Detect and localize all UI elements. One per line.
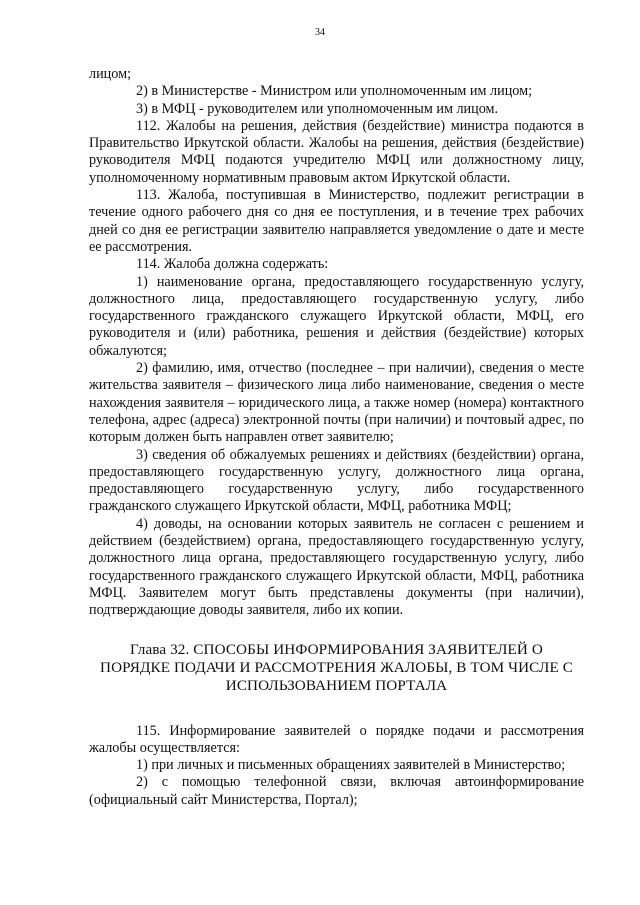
paragraph: 3) в МФЦ - руководителем или уполномоченным им лицом.: [136, 100, 499, 117]
paragraph: 115. Информирование заявителей о порядке подачи и рассмотрения жалобы осуществляется:: [89, 722, 584, 756]
paragraph: 112. Жалобы на решения, действия (бездействие) министра подаются в Правительство Иркутской области. Жалобы на решения, действия (бездействие) руководителя МФЦ подаются учредителю МФЦ или должностному лицу, уполномоченному нормативным правовым актом Иркутской области.: [89, 117, 584, 186]
paragraph: 113. Жалоба, поступившая в Министерство, подлежит регистрации в течение одного рабочего дня со дня ее поступления, и в течение трех рабочих дней со дня ее регистрации заявителю направляется уведомление о дате и месте ее рассмотрения.: [89, 187, 584, 255]
chapter-heading: [89, 641, 584, 695]
paragraph: лицом;: [89, 66, 132, 82]
heading-line: ПОРЯДКЕ ПОДАЧИ И РАССМОТРЕНИЯ ЖАЛОБЫ, В ТОМ ЧИСЛЕ С: [100, 658, 573, 676]
paragraph: 4) доводы, на основании которых заявитель не согласен с решением и действием (бездействием) органа, предоставляющего государственную услугу, должностного лица органа, предоставляющего государственную услугу, либо государственного гражданского служащего Иркутской области, МФЦ, работника МФЦ. Заявителем могут быть представлены документы (при наличии), подтверждающие доводы заявителя, либо их копии.: [89, 515, 584, 619]
page-number: 34: [315, 27, 325, 38]
heading-line: ИСПОЛЬЗОВАНИЕМ ПОРТАЛА: [225, 676, 448, 694]
paragraph: 114. Жалоба должна содержать:: [136, 256, 329, 273]
paragraph: 2) в Министерстве - Министром или уполномоченным им лицом;: [136, 83, 533, 100]
paragraph: 3) сведения об обжалуемых решениях и действиях (бездействии) органа, предоставляющего государственную услугу, должностного лица органа, предоставляющего государственную услугу, либо государственного гражданского служащего Иркутской области, МФЦ, работника МФЦ;: [89, 446, 584, 515]
paragraph: 1) наименование органа, предоставляющего государственную услугу, должностного лица, предоставляющего государственную услугу, либо государственного гражданского служащего Иркутской области, МФЦ, его руководителя и (или) работника, решения и действия (бездействие) которых обжалуются;: [89, 273, 584, 359]
document-body: [89, 66, 584, 809]
paragraph: 2) фамилию, имя, отчество (последнее – при наличии), сведения о месте жительства заявителя – физического лица либо наименование, сведения о месте нахождения заявителя – юридического лица, а также номер (номера) контактного телефона, адрес (адреса) электронной почты (при наличии) и почтовый адрес, по которым должен быть направлен ответ заявителю;: [89, 360, 584, 446]
paragraph: 1) при личных и письменных обращениях заявителей в Министерство;: [136, 757, 566, 774]
paragraph: 2) с помощью телефонной связи, включая автоинформирование (официальный сайт Министерства, Портал);: [89, 774, 584, 808]
heading-line: Глава 32. СПОСОБЫ ИНФОРМИРОВАНИЯ ЗАЯВИТЕЛЕЙ О: [130, 640, 543, 658]
